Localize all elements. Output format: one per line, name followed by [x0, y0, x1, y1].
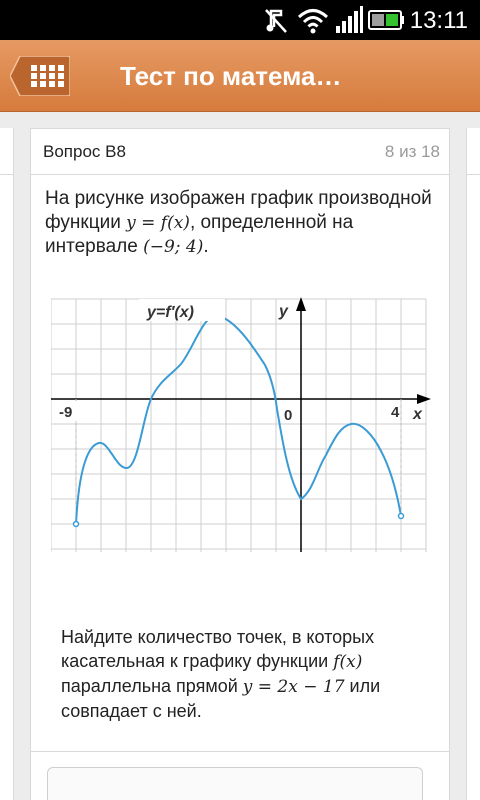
problem-text-part: , определенной на интервале [45, 212, 354, 257]
grid-back-icon [10, 56, 70, 96]
answer-input[interactable] [47, 767, 423, 800]
battery-icon [368, 0, 406, 40]
derivative-curve [76, 316, 401, 524]
math-line: y = 2x − 17 [242, 677, 345, 697]
math-interval: (−9; 4) [143, 237, 204, 257]
y-axis-label: y [279, 303, 288, 320]
right-bound-label: 4 [391, 404, 400, 421]
grid [51, 299, 426, 552]
app-title: Тест по матема… [120, 61, 342, 91]
problem-text [45, 187, 440, 259]
right-endpoint [399, 514, 404, 519]
left-bound-label: -9 [59, 404, 73, 421]
question-progress: 8 из 18 [384, 142, 440, 161]
question-text-part: или совпадает с ней. [61, 676, 381, 721]
curve-label: y=f′(x) [147, 304, 194, 321]
question-text [61, 625, 421, 723]
interval-guides [76, 399, 401, 524]
clock: 13:11 [409, 7, 468, 34]
problem-text-part: . [203, 236, 209, 257]
question-card [30, 128, 450, 800]
previous-page-edge[interactable] [0, 128, 14, 800]
status-bar [0, 0, 480, 40]
x-axis-label: x [413, 406, 422, 423]
math-function: f(x) [333, 652, 363, 672]
divider [31, 751, 449, 752]
derivative-graph [51, 295, 433, 557]
question-label: Вопрос B8 [43, 142, 126, 161]
wifi-icon [296, 0, 330, 40]
question-header [31, 129, 449, 175]
music-off-icon [262, 0, 290, 40]
left-endpoint [74, 522, 79, 527]
question-text-part: параллельна прямой [61, 676, 243, 696]
problem-text-part: На рисунке изображен график производной функции [45, 188, 432, 233]
signal-icon [334, 0, 364, 40]
question-text-part: Найдите количество точек, в которых касательная к графику функции [61, 627, 375, 671]
next-page-edge[interactable] [466, 128, 480, 800]
app-bar [0, 40, 480, 112]
math-expression: y = f(x) [126, 213, 190, 233]
back-button[interactable] [10, 56, 70, 96]
origin-label: 0 [284, 407, 293, 424]
